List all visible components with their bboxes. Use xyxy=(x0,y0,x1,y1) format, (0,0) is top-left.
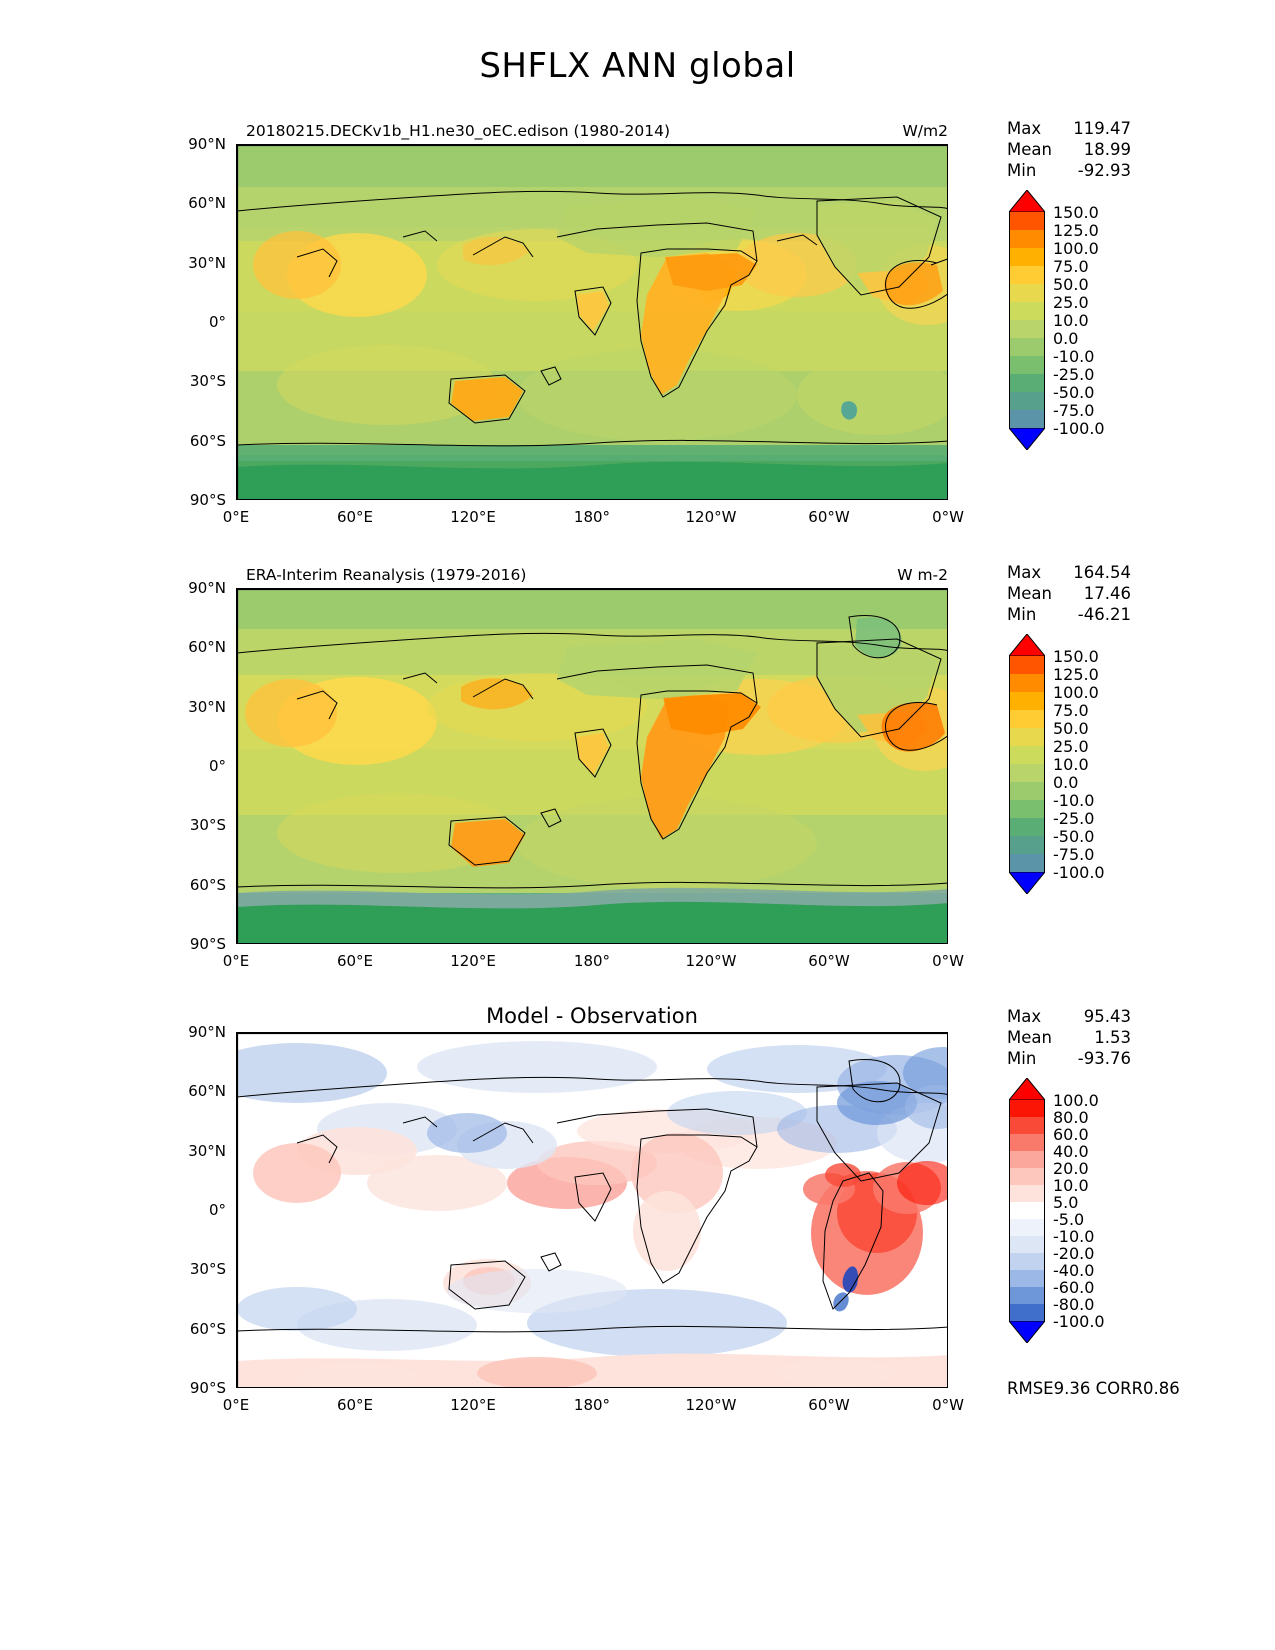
stat-row: Mean 1.53 xyxy=(1007,1028,1131,1047)
ytick-label: 0° xyxy=(208,313,226,331)
xtick-label: 60°W xyxy=(808,508,850,526)
panel-model-subtitle: 20180215.DECKv1b_H1.ne30_oEC.edison (1980-2014) xyxy=(246,122,671,140)
stat-row: Max 164.54 xyxy=(1007,563,1131,582)
xtick-label: 180° xyxy=(573,1396,611,1414)
ytick-label: 30°N xyxy=(188,698,226,716)
ytick-label: 60°S xyxy=(189,432,226,450)
xtick-label: 120°W xyxy=(685,952,737,970)
stat-row: Max 95.43 xyxy=(1007,1007,1131,1026)
xtick-label: 0°E xyxy=(222,952,250,970)
panel-observation-units: W m-2 xyxy=(897,566,948,584)
xtick-label: 60°E xyxy=(336,952,374,970)
xtick-label: 180° xyxy=(573,952,611,970)
colorbar-max-arrow xyxy=(1009,190,1045,212)
stat-row: Mean 17.46 xyxy=(1007,584,1131,603)
panel-observation-subtitle: ERA-Interim Reanalysis (1979-2016) xyxy=(246,566,527,584)
map-observation[interactable] xyxy=(236,588,948,944)
xtick-label: 60°E xyxy=(336,508,374,526)
xtick-label: 0°E xyxy=(222,1396,250,1414)
stat-row: Min -46.21 xyxy=(1007,605,1131,624)
colorbar-min-arrow xyxy=(1009,872,1045,894)
colorbar-observation[interactable]: 150.0 125.0 100.0 75.0 50.0 25.0 10.0 0.0 -10.0 -25.0 -50.0 -75.0 -100.0 xyxy=(1009,634,1045,924)
stats-model xyxy=(1007,118,1131,181)
colorbar-model[interactable]: 150.0 125.0 100.0 75.0 50.0 25.0 10.0 0.0 -10.0 -25.0 -50.0 -75.0 -100.0 xyxy=(1009,190,1045,480)
ytick-label: 30°S xyxy=(189,816,226,834)
ytick-label: 60°N xyxy=(188,194,226,212)
stats-observation xyxy=(1007,562,1131,625)
ytick-label: 90°S xyxy=(189,1379,226,1397)
xtick-label: 60°E xyxy=(336,1396,374,1414)
ytick-label: 60°N xyxy=(188,1082,226,1100)
ytick-label: 30°S xyxy=(189,1260,226,1278)
stat-row: Mean 18.99 xyxy=(1007,140,1131,159)
ytick-label: 0° xyxy=(208,1201,226,1219)
ytick-label: 30°S xyxy=(189,372,226,390)
stat-row: Min -93.76 xyxy=(1007,1049,1131,1068)
ytick-label: 60°S xyxy=(189,1320,226,1338)
ytick-label: 90°S xyxy=(189,935,226,953)
map-difference-canvas xyxy=(237,1033,948,1388)
xtick-label: 60°W xyxy=(808,952,850,970)
xtick-label: 0°E xyxy=(222,508,250,526)
map-model-canvas xyxy=(237,145,948,500)
xtick-label: 120°W xyxy=(685,1396,737,1414)
colorbar-segments xyxy=(1009,656,1045,872)
stat-row: Min -92.93 xyxy=(1007,161,1131,180)
xtick-label: 120°E xyxy=(450,952,496,970)
ytick-label: 60°N xyxy=(188,638,226,656)
colorbar-min-arrow xyxy=(1009,1321,1045,1343)
ytick-label: 0° xyxy=(208,757,226,775)
colorbar-segments xyxy=(1009,1100,1045,1321)
ytick-label: 30°N xyxy=(188,254,226,272)
colorbar-min-arrow xyxy=(1009,428,1045,450)
colorbar-max-arrow xyxy=(1009,634,1045,656)
ytick-label: 30°N xyxy=(188,1142,226,1160)
xtick-label: 60°W xyxy=(808,1396,850,1414)
panel-difference-subtitle: Model - Observation xyxy=(486,1004,698,1028)
xtick-label: 120°E xyxy=(450,508,496,526)
map-model[interactable] xyxy=(236,144,948,500)
xtick-label: 180° xyxy=(573,508,611,526)
stats-difference xyxy=(1007,1006,1131,1069)
xtick-label: 0°W xyxy=(932,1396,964,1414)
xtick-label: 120°W xyxy=(685,508,737,526)
stat-row: Max 119.47 xyxy=(1007,119,1131,138)
xtick-label: 120°E xyxy=(450,1396,496,1414)
page-title: SHFLX ANN global xyxy=(479,46,796,86)
ytick-label: 90°N xyxy=(188,579,226,597)
xtick-label: 0°W xyxy=(932,952,964,970)
colorbar-max-arrow xyxy=(1009,1078,1045,1100)
colorbar-difference[interactable]: 100.0 80.0 60.0 40.0 20.0 10.0 5.0 -5.0 -10.0 -20.0 -40.0 -60.0 -80.0 -100.0 xyxy=(1009,1078,1045,1378)
xtick-label: 0°W xyxy=(932,508,964,526)
footer-stats-difference xyxy=(1007,1378,1180,1399)
map-observation-canvas xyxy=(237,589,948,944)
map-difference[interactable] xyxy=(236,1032,948,1388)
panel-model-units: W/m2 xyxy=(902,122,948,140)
ytick-label: 60°S xyxy=(189,876,226,894)
ytick-label: 90°N xyxy=(188,1023,226,1041)
colorbar-segments xyxy=(1009,212,1045,428)
stat-row: CORR0.86 xyxy=(1095,1379,1180,1398)
ytick-label: 90°N xyxy=(188,135,226,153)
ytick-label: 90°S xyxy=(189,491,226,509)
stat-row: RMSE9.36 xyxy=(1007,1379,1091,1398)
